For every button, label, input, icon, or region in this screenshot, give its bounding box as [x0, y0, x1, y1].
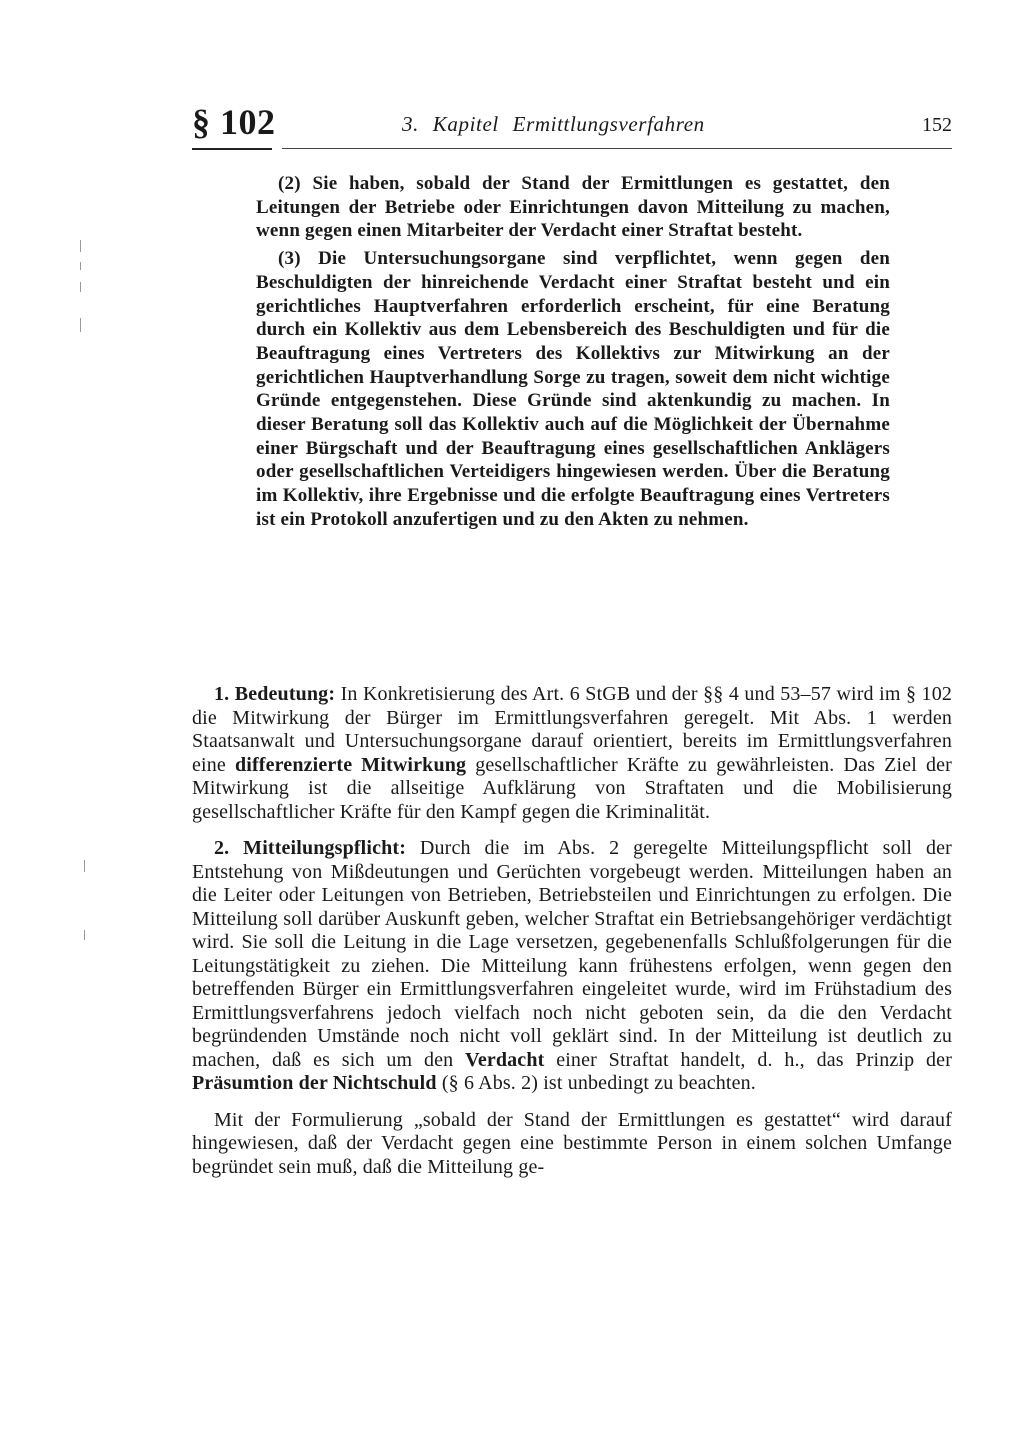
chapter-title: 3. Kapitel Ermittlungsverfahren — [402, 112, 705, 136]
commentary — [192, 683, 952, 1179]
page-header — [192, 100, 952, 148]
section-number: § 102 — [192, 102, 276, 142]
commentary-note-3: Mit der Formulierung „sobald der Stand der Ermittlungen es gestattet“ wird darauf hingewiesen, daß der Verdacht gegen eine bestimmte Person in einem solchen Umfange begründet sein muß, daß die Mitteilung ge- — [192, 1108, 952, 1178]
note-2-heading: 2. Mitteilungspflicht: — [214, 837, 407, 859]
law-text — [256, 172, 890, 532]
margin-mark — [84, 930, 85, 940]
note-1-emphasis: differenzierte Mitwirkung — [235, 753, 467, 776]
margin-mark — [80, 240, 81, 252]
page-number: 152 — [922, 114, 952, 136]
margin-mark — [80, 318, 81, 332]
margin-mark — [80, 262, 81, 270]
law-paragraph-2: (2) Sie haben, sobald der Stand der Ermittlungen es gestattet, den Leitungen der Betriebe oder Einrichtungen davon Mitteilung zu machen, wenn gegen einen Mitarbeiter der Verdacht einer Straftat besteht. — [256, 173, 890, 242]
commentary-note-1: 1. Bedeutung: In Konkretisierung des Art. 6 StGB und der §§ 4 und 53–57 wird im § 102 die Mitwirkung der Bürger im Ermittlungsverfahren geregelt. Mit Abs. 1 werden Staatsanwalt und Untersuchungsorgane darauf orientiert, bereits im Ermittlungsverfahren eine differenzierte Mitwirkung gesellschaftlicher Kräfte zu gewährleisten. Das Ziel der Mitwirkung ist die allseitige Aufklärung von Straftaten und die Mobilisierung gesellschaftlicher Kräfte für den Kampf gegen die Kriminalität. — [192, 683, 952, 823]
law-paragraph-3: (3) Die Untersuchungsorgane sind verpflichtet, wenn gegen den Beschuldigten der hinreichende Verdacht einer Straftat besteht und ein gerichtliches Hauptverfahren erforderlich erscheint, für eine Beratung durch ein Kollektiv aus dem Lebensbereich des Beschuldigten und für die Beauftragung eines Vertreters des Kollektivs zur Mitwirkung an der gerichtlichen Hauptverhandlung Sorge zu tragen, soweit dem nicht wichtige Gründe entgegenstehen. Diese Gründe sind aktenkundig zu machen. In dieser Beratung soll das Kollektiv auch auf die Möglichkeit der Übernahme einer Bürgschaft und der Beauftragung eines gesellschaftlichen Anklägers oder gesellschaftlichen Verteidigers hingewiesen werden. Über die Beratung im Kollektiv, ihre Ergebnisse und die erfolgte Beauftragung eines Vertreters ist ein Protokoll anzufertigen und zu den Akten zu nehmen. — [256, 248, 890, 530]
commentary-note-2: 2. Mitteilungspflicht: Durch die im Abs. 2 geregelte Mitteilungspflicht soll der Entstehung von Mißdeutungen und Gerüchten vorgebeugt werden. Mitteilungen haben an die Leiter oder Leitungen von Betrieben, Betriebsteilen und Einrichtungen zu erfolgen. Die Mitteilung soll darüber Auskunft geben, welcher Straftat ein Betriebsangehöriger verdächtigt wird. Sie soll die Leitung in die Lage versetzen, gegebenenfalls Schlußfolgerungen für die Leitungstätigkeit zu ziehen. Die Mitteilung kann frühestens erfolgen, wenn gegen den betreffenden Bürger ein Ermittlungsverfahren eingeleitet wurde, wird im Frühstadium des Ermittlungsverfahrens jedoch vielfach noch nicht geboten sein, da die den Verdacht begründenden Umstände noch nicht voll geklärt sind. In der Mitteilung ist deutlich zu machen, daß es sich um den Verdacht einer Straftat handelt, d. h., das Prinzip der Präsumtion der Nichtschuld (§ 6 Abs. 2) ist unbedingt zu beachten. — [192, 837, 953, 1094]
note-2-emphasis-1: Verdacht — [465, 1048, 545, 1071]
margin-mark — [80, 282, 81, 292]
header-rule-left — [192, 148, 272, 150]
note-2-emphasis-2: Präsumtion der Nichtschuld — [192, 1072, 437, 1094]
margin-mark — [84, 860, 85, 872]
header-rule-right — [282, 148, 952, 149]
note-1-heading: 1. Bedeutung: — [214, 683, 336, 705]
